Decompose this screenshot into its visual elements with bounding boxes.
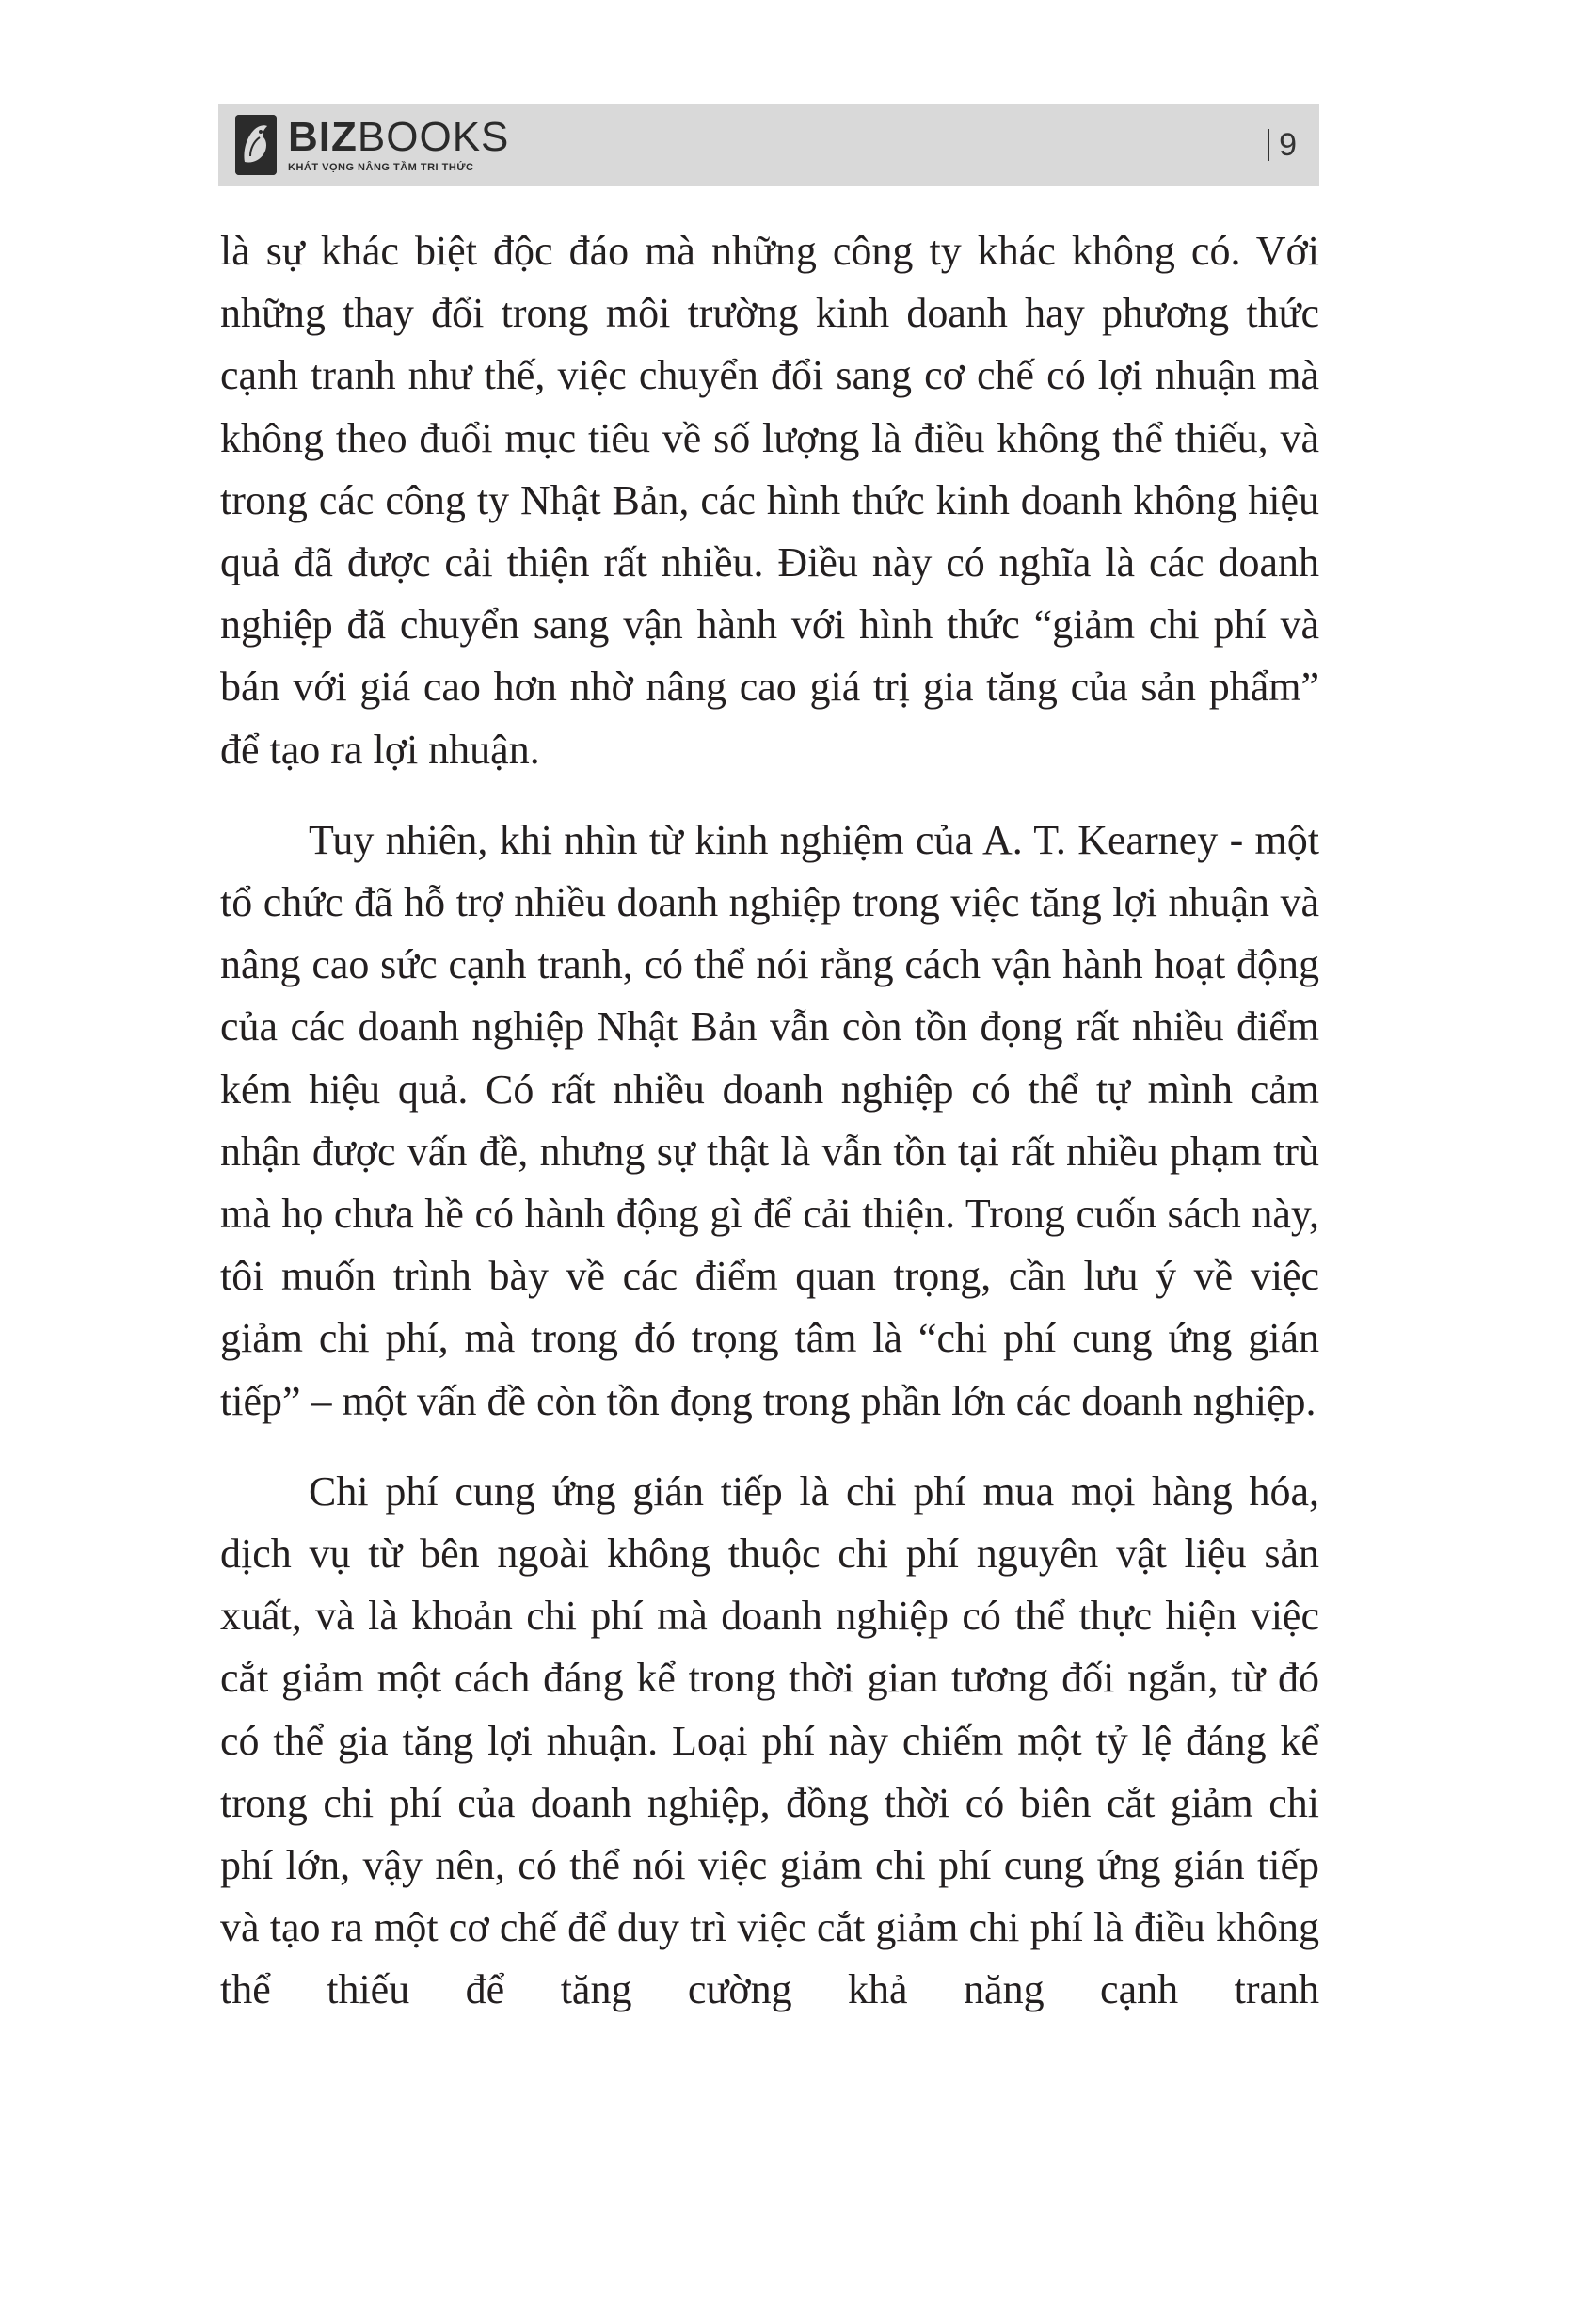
page-number — [1268, 128, 1297, 162]
page-number-value: 9 — [1279, 127, 1297, 163]
page-header — [218, 104, 1319, 186]
paragraph-2: Tuy nhiên, khi nhìn từ kinh nghiệm của A. T. Kearney - một tổ chức đã hỗ trợ nhiều doanh nghiệp trong việc tăng lợi nhuận và nâng cao sức cạnh tranh, có thể nói rằng cách vận hành hoạt động của các doanh nghiệp Nhật Bản vẫn còn tồn đọng rất nhiều điểm kém hiệu quả. Có rất nhiều doanh nghiệp có thể tự mình cảm nhận được vấn đề, nhưng sự thật là vẫn tồn tại rất nhiều phạm trù mà họ chưa hề có hành động gì để cải thiện. Trong cuốn sách này, tôi muốn trình bày về các điểm quan trọng, cần lưu ý về việc giảm chi phí, mà trong đó trọng tâm là “chi phí cung ứng gián tiếp” – một vấn đề còn tồn đọng trong phần lớn các doanh nghiệp. — [220, 816, 1319, 1424]
paragraph-3: Chi phí cung ứng gián tiếp là chi phí mua mọi hàng hóa, dịch vụ từ bên ngoài không thuộc chi phí nguyên vật liệu sản xuất, và là khoản chi phí mà doanh nghiệp có thể thực hiện việc cắt giảm một cách đáng kể trong thời gian tương đối ngắn, từ đó có thể gia tăng lợi nhuận. Loại phí này chiếm một tỷ lệ đáng kể trong chi phí của doanh nghiệp, đồng thời có biên cắt giảm chi phí lớn, vậy nên, có thể nói việc giảm chi phí cung ứng gián tiếp và tạo ra một cơ chế để duy trì việc cắt giảm chi phí là điều không thể thiếu để tăng cường khả năng cạnh tranh — [220, 1467, 1319, 2013]
paragraph-1: là sự khác biệt độc đáo mà những công ty khác không có. Với những thay đổi trong môi trường kinh doanh hay phương thức cạnh tranh như thế, việc chuyển đổi sang cơ chế có lợi nhuận mà không theo đuổi mục tiêu về số lượng là điều không thể thiếu, và trong các công ty Nhật Bản, các hình thức kinh doanh không hiệu quả đã được cải thiện rất nhiều. Điều này có nghĩa là các doanh nghiệp đã chuyển sang vận hành với hình thức “giảm chi phí và bán với giá cao hơn nhờ nâng cao giá trị gia tăng của sản phẩm” để tạo ra lợi nhuận. — [220, 228, 1319, 773]
body-text — [220, 220, 1319, 2022]
brand-slogan: KHÁT VỌNG NÂNG TẦM TRI THỨC — [288, 162, 474, 173]
bizbooks-logo-icon — [235, 115, 277, 175]
brand-name: BIZBOOKS — [288, 114, 510, 160]
page-number-divider — [1268, 129, 1269, 161]
